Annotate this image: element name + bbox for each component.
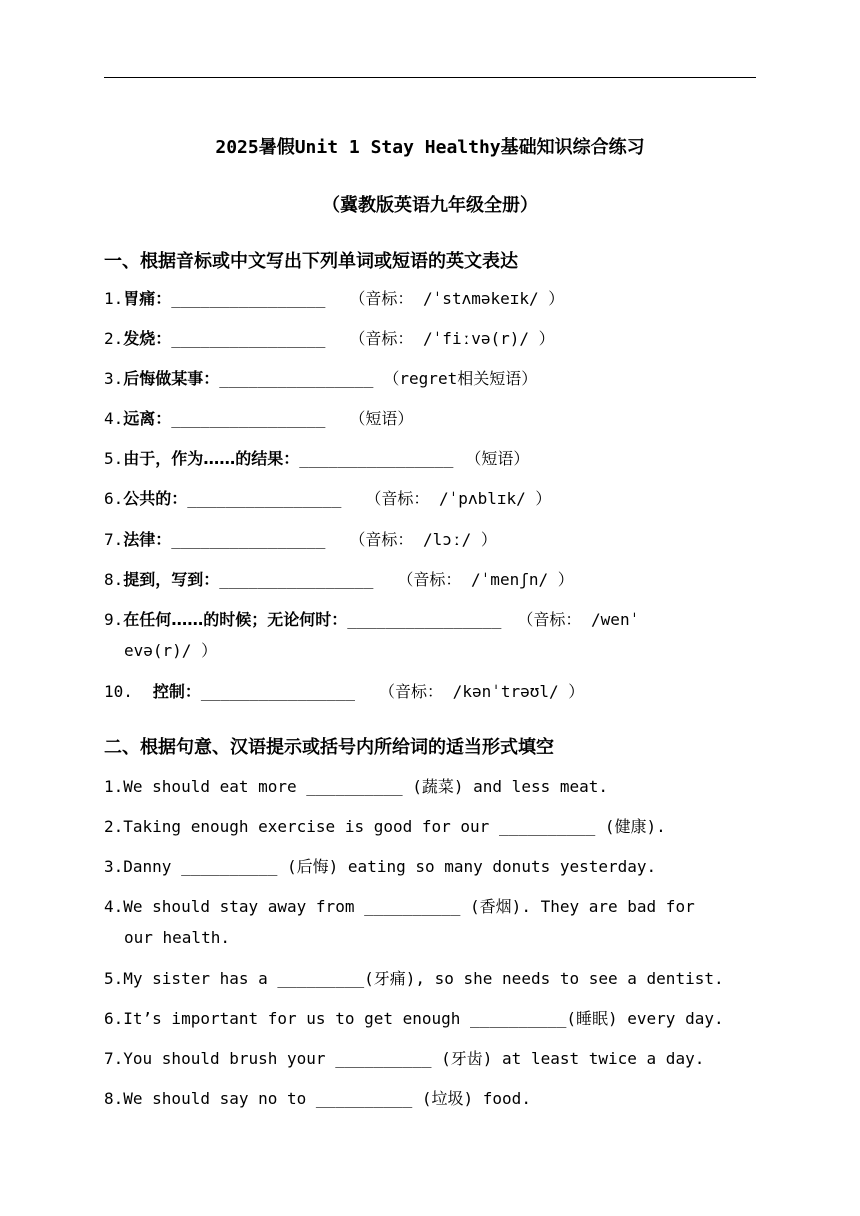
answer-blank: ________________ [347, 610, 502, 629]
item-number: 3. [104, 369, 124, 388]
item-number: 4. [104, 409, 124, 428]
header-rule [104, 77, 756, 78]
item-hint: （音标： /kənˈtrəʊl/ ） [379, 682, 585, 701]
item-chinese: 远离： [123, 409, 172, 428]
item-continuation: our health. [124, 928, 230, 947]
sentence-text: 8.We should say no to __________ (垃圾) food. [104, 1089, 531, 1108]
item-chinese: 提到，写到： [123, 570, 220, 589]
item-chinese: 后悔做某事： [123, 369, 220, 388]
section1-item [104, 483, 760, 514]
item-continuation: evə(r)/ ） [124, 641, 218, 660]
item-number: 6. [104, 489, 124, 508]
item-hint: （音标： /wenˈ [517, 610, 640, 629]
sentence-text: 2.Taking enough exercise is good for our __________ (健康). [104, 817, 666, 836]
item-hint: （regret相关短语） [383, 369, 538, 388]
item-chinese: 胃痛： [123, 289, 172, 308]
section2-item [104, 1003, 760, 1034]
item-chinese: 在任何……的时候；无论何时： [123, 610, 348, 629]
section1-item [104, 283, 760, 314]
sentence-text: 1.We should eat more __________ (蔬菜) and less meat. [104, 777, 609, 796]
sentence-text: 4.We should stay away from __________ (香烟). They are bad for [104, 897, 695, 916]
section1-item [104, 604, 760, 666]
item-hint: （音标： /ˈpʌblɪk/ ） [365, 489, 552, 508]
answer-blank: ________________ [219, 570, 374, 589]
section1-item [104, 403, 760, 434]
item-chinese: 发烧： [123, 329, 172, 348]
answer-blank: ________________ [171, 530, 326, 549]
section2-item [104, 811, 760, 842]
answer-blank: ________________ [171, 409, 326, 428]
section2-item [104, 1043, 760, 1074]
item-hint: （音标： /ˈmenʃn/ ） [397, 570, 574, 589]
answer-blank: ________________ [187, 489, 342, 508]
item-hint: （短语） [349, 409, 414, 428]
item-chinese: 由于，作为……的结果： [123, 449, 300, 468]
answer-blank: ________________ [171, 289, 326, 308]
sentence-text: 6.It’s important for us to get enough __________(睡眠) every day. [104, 1009, 724, 1028]
answer-blank: ________________ [299, 449, 454, 468]
section1-item [104, 363, 760, 394]
section2-item [104, 771, 760, 802]
section2-item [104, 1083, 760, 1114]
section1-item [104, 443, 760, 474]
item-number: 9. [104, 610, 124, 629]
section1-heading: 一、根据音标或中文写出下列单词或短语的英文表达 [104, 251, 518, 272]
answer-blank: ________________ [171, 329, 326, 348]
answer-blank: ________________ [219, 369, 374, 388]
item-hint: （音标： /lɔː/ ） [349, 530, 497, 549]
section1-item [104, 564, 760, 595]
answer-blank: ________________ [200, 682, 356, 701]
section1-item [104, 676, 760, 707]
item-chinese: 法律： [123, 530, 172, 549]
item-number: 2. [104, 329, 124, 348]
document-subtitle: （冀教版英语九年级全册） [322, 195, 538, 216]
item-number: 5. [104, 449, 124, 468]
item-number: 1. [104, 289, 124, 308]
item-hint: （短语） [465, 449, 530, 468]
item-hint: （音标： /ˈstʌməkeɪk/ ） [349, 289, 565, 308]
sentence-text: 5.My sister has a _________(牙痛), so she needs to see a dentist. [104, 969, 724, 988]
item-number: 8. [104, 570, 124, 589]
section2-heading: 二、根据句意、汉语提示或括号内所给词的适当形式填空 [104, 737, 554, 758]
item-number: 10. [104, 682, 133, 701]
item-number: 7. [104, 530, 124, 549]
section1-item [104, 323, 760, 354]
section1-item [104, 524, 760, 555]
section2-item [104, 851, 760, 882]
sentence-text: 3.Danny __________ (后悔) eating so many donuts yesterday. [104, 857, 657, 876]
section2-item [104, 963, 760, 994]
section2-item [104, 891, 760, 953]
document-title: 2025暑假Unit 1 Stay Healthy基础知识综合练习 [215, 137, 645, 158]
item-chinese: 公共的： [123, 489, 188, 508]
item-chinese: 控制： [152, 682, 201, 701]
sentence-text: 7.You should brush your __________ (牙齿) at least twice a day. [104, 1049, 705, 1068]
item-hint: （音标： /ˈfiːvə(r)/ ） [349, 329, 555, 348]
